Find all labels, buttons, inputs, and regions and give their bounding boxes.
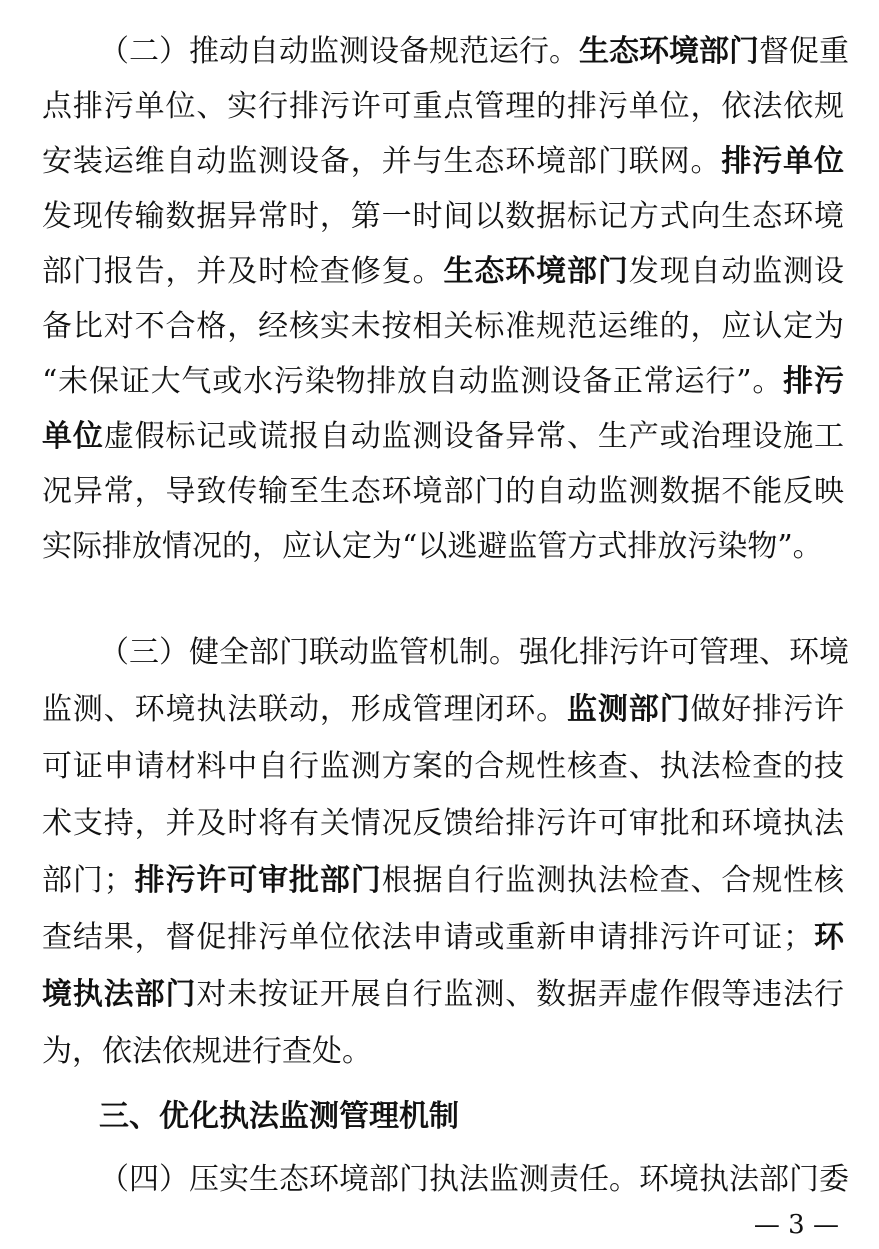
paragraph-3-line-8 (42, 1032, 844, 1072)
text-run: 备比对不合格，经核实未按相关标准规范运维的，应认定为 (42, 309, 844, 344)
text-run: 术支持，并及时将有关情况反馈给排污许可审批和环境执法 (42, 806, 844, 841)
paragraph-3-line-4 (42, 804, 844, 844)
text-run: 对未按证开展自行监测、数据弄虚作假等违法行 (196, 977, 845, 1012)
bold-run: 境执法部门 (42, 977, 197, 1012)
bold-run: 排污 (783, 364, 844, 399)
text-run: 安装运维自动监测设备，并与生态环境部门联网。 (42, 144, 722, 179)
paragraph-3-line-1 (99, 633, 849, 673)
bold-run: 排污许可审批部门 (133, 863, 382, 898)
text-run: 督促重 (759, 34, 849, 69)
bold-run: 单位 (42, 419, 104, 454)
text-run: （三）健全部门联动监管机制。强化排污许可管理、环境 (99, 635, 849, 670)
paragraph-2-line-6 (42, 307, 844, 347)
paragraph-3-line-6 (42, 918, 844, 958)
text-run: 发现传输数据异常时，第一时间以数据标记方式向生态环境 (42, 199, 844, 234)
paragraph-2-line-4 (42, 197, 844, 237)
bold-run: 环 (813, 920, 845, 955)
paragraph-3-line-5 (42, 861, 844, 901)
text-run: 做好排污许 (690, 692, 845, 727)
text-run: 部门报告，并及时检查修复。 (42, 254, 444, 289)
text-run: 点排污单位、实行排污许可重点管理的排污单位，依法依规 (42, 89, 844, 124)
paragraph-3-line-3 (42, 747, 844, 787)
paragraph-2-line-2 (42, 87, 844, 127)
text-run: 虚假标记或谎报自动监测设备异常、生产或治理设施工 (103, 419, 845, 454)
text-run: 根据自行监测执法检查、合规性核 (381, 863, 845, 898)
text-run: （四）压实生态环境部门执法监测责任。环境执法部门委 (99, 1162, 849, 1197)
paragraph-2-line-7 (42, 362, 844, 402)
section-heading: 三、优化执法监测管理机制 (99, 1099, 459, 1134)
text-run: 为，依法依规进行查处。 (42, 1034, 372, 1069)
text-run: 查结果，督促排污单位依法申请或重新申请排污许可证； (42, 920, 814, 955)
bold-run: 排污单位 (721, 144, 844, 179)
paragraph-2-line-9 (42, 472, 844, 512)
paragraph-2-line-5 (42, 252, 844, 292)
paragraph-4-line-1 (99, 1160, 849, 1200)
bold-run: 生态环境部门 (443, 254, 629, 289)
text-run: 发现自动监测设 (628, 254, 845, 289)
text-run: “未保证大气或水污染物排放自动监测设备正常运行”。 (42, 364, 784, 399)
paragraph-3-line-2 (42, 690, 844, 730)
text-run: 况异常，导致传输至生态环境部门的自动监测数据不能反映 (42, 474, 844, 509)
text-run: （二）推动自动监测设备规范运行。 (99, 34, 579, 69)
paragraph-2-line-1 (99, 32, 849, 72)
text-run: 实际排放情况的，应认定为“以逃避监管方式排放污染物”。 (42, 529, 823, 564)
bold-run: 监测部门 (566, 692, 691, 727)
text-run: 部门； (42, 863, 134, 898)
paragraph-2-line-8 (42, 417, 844, 457)
paragraph-3-line-7 (42, 975, 844, 1015)
page-number: — 3 — (753, 1210, 839, 1240)
paragraph-2-line-10 (42, 527, 844, 567)
text-run: 可证申请材料中自行监测方案的合规性核查、执法检查的技 (42, 749, 844, 784)
text-run: 监测、环境执法联动，形成管理闭环。 (42, 692, 567, 727)
paragraph-2-line-3 (42, 142, 844, 182)
bold-run: 生态环境部门 (579, 34, 759, 69)
